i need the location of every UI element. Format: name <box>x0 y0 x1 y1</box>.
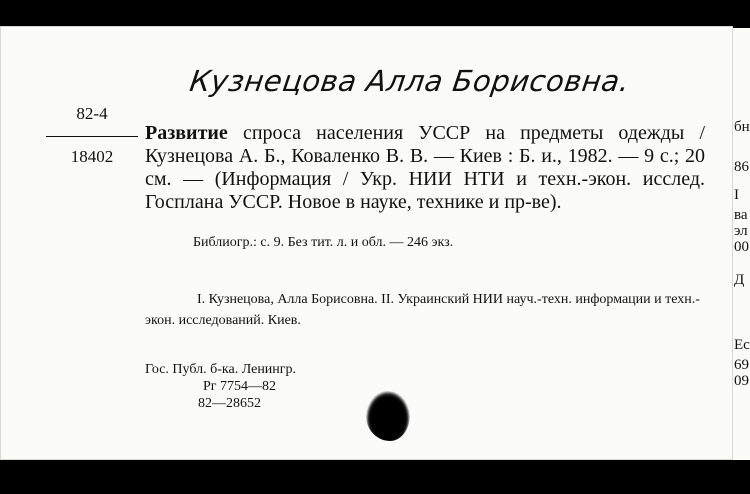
fragment-4: ва <box>734 207 748 223</box>
bibliography-note: Библиогр.: с. 9. Без тит. л. и обл. — 246 экз. <box>193 235 454 250</box>
call-number <box>60 104 124 167</box>
catalog-card <box>0 26 733 460</box>
ink-stain <box>366 391 410 441</box>
fragment-8: Ес <box>734 337 750 353</box>
call-number-top: 82-4 <box>76 104 108 123</box>
call-number-rule <box>46 136 138 137</box>
library-line-3: 82—28652 <box>198 396 261 411</box>
index-terms: I. Кузнецова, Алла Борисовна. II. Украинский НИИ науч.-техн. информации и техн.-экон. исследований. Киев. <box>145 292 700 328</box>
scan-background <box>0 460 750 494</box>
library-line-2: Рг 7754—82 <box>203 379 277 394</box>
entry-text: спроса населения УССР на предметы одежды / Кузнецова А. Б., Коваленко В. В. — Киев : Б. и., 1982. — 9 с.; 20 см. — (Информация / Укр. НИИ НТИ и техн.-экон. исслед. Госплана УССР. Новое в науке, технике и пр-ве). <box>145 122 706 213</box>
fragment-10: 09 <box>734 373 749 389</box>
fragment-6: 00 <box>734 239 749 255</box>
library-line-1: Гос. Публ. б-ка. Ленингр. <box>145 362 297 377</box>
library-stamp <box>145 361 296 412</box>
fragment-3: I <box>734 187 739 203</box>
fragment-2: 86 <box>734 159 749 175</box>
fragment-1: бн <box>734 119 750 135</box>
entry-title-lead: Развитие <box>145 122 228 144</box>
bibliographic-entry <box>145 122 705 214</box>
call-number-bottom: 18402 <box>70 147 114 166</box>
handwritten-author: Кузнецова Алла Борисовна. <box>187 64 632 98</box>
fragment-9: 69 <box>734 357 749 373</box>
adjacent-card-edge <box>733 28 750 462</box>
fragment-5: эл <box>734 223 748 239</box>
fragment-7: Д <box>734 272 745 288</box>
